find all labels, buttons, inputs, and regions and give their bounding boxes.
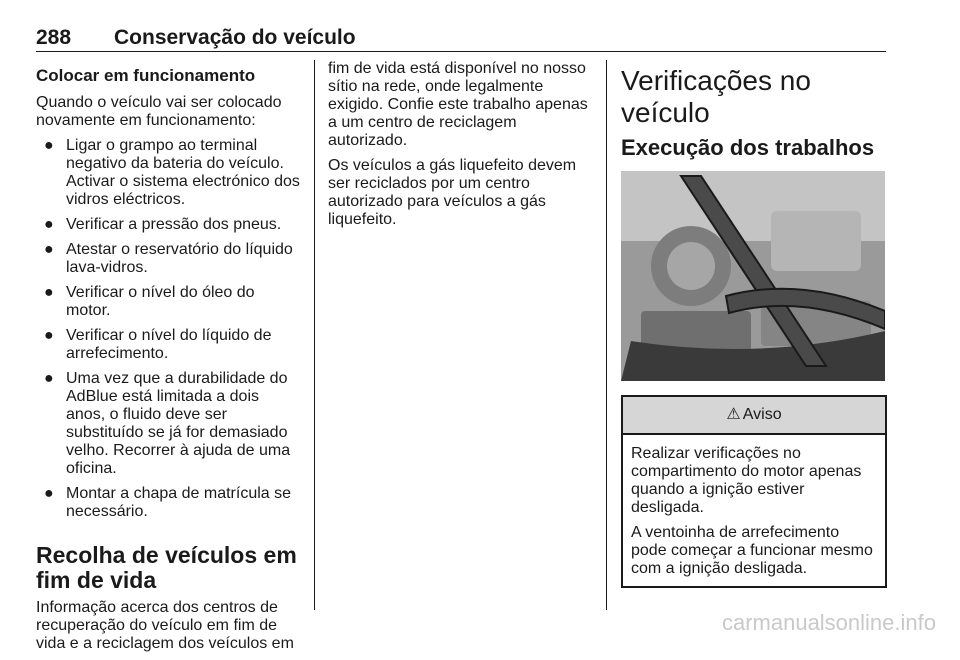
paragraph: Os veículos a gás liquefeito devem ser reciclados por um centro autorizado para veículos a gás liquefeito. (328, 157, 577, 228)
column-divider (606, 60, 607, 610)
bullet-icon: ● (44, 137, 54, 154)
intro-text: Quando o veículo vai ser colocado novamente em funcionamento: (36, 94, 282, 129)
engine-bay-photo (621, 171, 885, 381)
section-text: Informação acerca dos centros de recuperação do veículo em fim de vida e a reciclagem dos veículos em (36, 599, 294, 652)
warning-icon: ⚠ (726, 406, 741, 423)
header-divider (36, 51, 886, 52)
list-item: ● Ligar o grampo ao terminal negativo da bateria do veículo. Activar o sistema electrónico dos vidros eléctricos. (44, 137, 300, 208)
column-3 (621, 60, 887, 588)
warning-body (623, 435, 885, 586)
section-title: Recolha de veículos em fim de vida (36, 542, 297, 593)
list-item: ● Verificar o nível do óleo do motor. (44, 284, 255, 319)
list-item: ● Montar a chapa de matrícula se necessário. (44, 485, 292, 520)
column-2 (328, 60, 590, 236)
warning-box (621, 395, 887, 588)
page-header (36, 26, 886, 52)
column-divider (314, 60, 315, 610)
column-1 (36, 60, 300, 660)
section-heading: Colocar em funcionamento (36, 66, 256, 85)
warning-label: Aviso (742, 406, 782, 423)
checklist (36, 137, 300, 521)
engine-bay-illustration (621, 171, 885, 381)
bullet-icon: ● (44, 370, 54, 387)
warning-text: Realizar verificações no compartimento do motor apenas quando a ignição estiver desligada. (631, 445, 862, 516)
header-title: Conservação do veículo (114, 26, 356, 49)
warning-header (623, 397, 885, 435)
page-number: 288 (36, 26, 72, 49)
list-item: ● Uma vez que a durabilidade do AdBlue está limitada a dois anos, o fluido deve ser substituído se já for demasiado velho. Recorrer à ajuda de uma oficina. (44, 370, 291, 477)
watermark: carmanualsonline.info (721, 610, 936, 635)
bullet-icon: ● (44, 485, 54, 502)
bullet-icon: ● (44, 241, 54, 258)
list-item: ● Verificar a pressão dos pneus. (44, 216, 282, 233)
bullet-icon: ● (44, 216, 54, 233)
bullet-icon: ● (44, 284, 54, 301)
subsection-title: Execução dos trabalhos (621, 135, 875, 160)
bullet-icon: ● (44, 327, 54, 344)
page-title: Verificações no veículo (621, 65, 811, 128)
list-item: ● Verificar o nível do líquido de arrefecimento. (44, 327, 272, 362)
warning-text: A ventoinha de arrefecimento pode começar a funcionar mesmo com a ignição desligada. (631, 524, 873, 577)
list-item: ● Atestar o reservatório do líquido lava-vidros. (44, 241, 293, 276)
paragraph: fim de vida está disponível no nosso sítio na rede, onde legalmente exigido. Confie este trabalho apenas a um centro de reciclagem autorizado. (328, 60, 588, 149)
